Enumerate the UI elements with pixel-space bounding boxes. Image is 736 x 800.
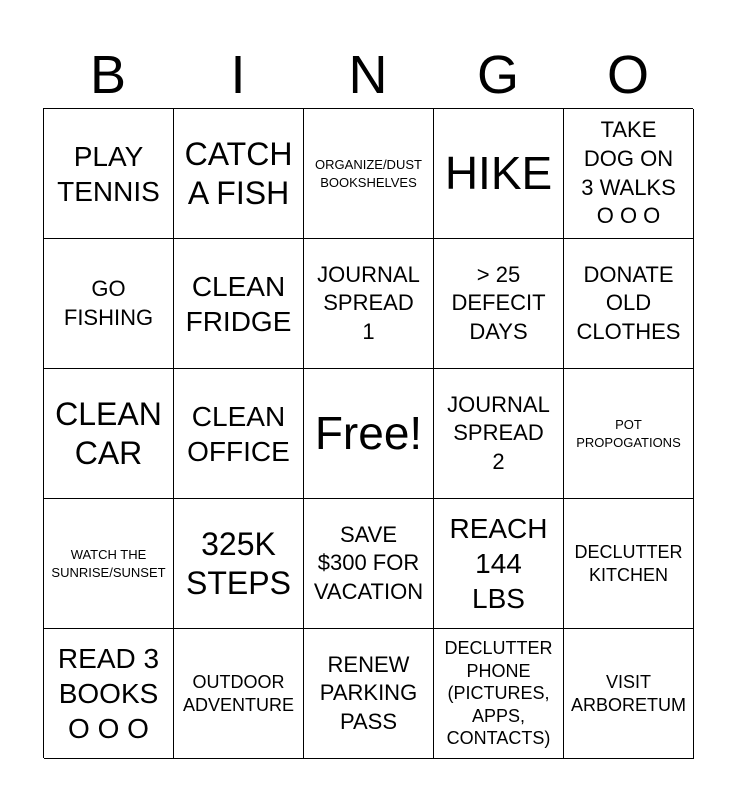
bingo-header [43, 42, 693, 108]
bingo-cell: REACH 144 LBS [434, 499, 564, 629]
bingo-cell: SAVE $300 FOR VACATION [304, 499, 434, 629]
bingo-cell: JOURNAL SPREAD 1 [304, 239, 434, 369]
bingo-cell: GO FISHING [44, 239, 174, 369]
bingo-cell: CLEAN FRIDGE [174, 239, 304, 369]
bingo-board [43, 108, 693, 758]
header-letter-o: O [606, 45, 649, 105]
header-letter-n: N [348, 45, 388, 105]
bingo-cell: CLEAN OFFICE [174, 369, 304, 499]
bingo-cell: HIKE [434, 109, 564, 239]
bingo-cell: WATCH THE SUNRISE/SUNSET [44, 499, 174, 629]
bingo-cell: PLAY TENNIS [44, 109, 174, 239]
bingo-cell: DECLUTTER PHONE (PICTURES, APPS, CONTACTS) [434, 629, 564, 759]
bingo-cell: ORGANIZE/DUST BOOKSHELVES [304, 109, 434, 239]
bingo-cell: CATCH A FISH [174, 109, 304, 239]
bingo-cell: OUTDOOR ADVENTURE [174, 629, 304, 759]
bingo-cell: DECLUTTER KITCHEN [564, 499, 694, 629]
bingo-cell: 325K STEPS [174, 499, 304, 629]
bingo-cell: > 25 DEFECIT DAYS [434, 239, 564, 369]
bingo-cell: CLEAN CAR [44, 369, 174, 499]
bingo-cell: JOURNAL SPREAD 2 [434, 369, 564, 499]
bingo-cell: READ 3 BOOKS O O O [44, 629, 174, 759]
header-letter-i: I [230, 45, 246, 105]
header-letter-g: G [476, 45, 519, 105]
bingo-cell: RENEW PARKING PASS [304, 629, 434, 759]
header-letter-b: B [89, 45, 127, 105]
bingo-cell: VISIT ARBORETUM [564, 629, 694, 759]
bingo-cell: DONATE OLD CLOTHES [564, 239, 694, 369]
bingo-cell: POT PROPOGATIONS [564, 369, 694, 499]
bingo-cell: TAKE DOG ON 3 WALKS O O O [564, 109, 694, 239]
free-space-cell: Free! [304, 369, 434, 499]
